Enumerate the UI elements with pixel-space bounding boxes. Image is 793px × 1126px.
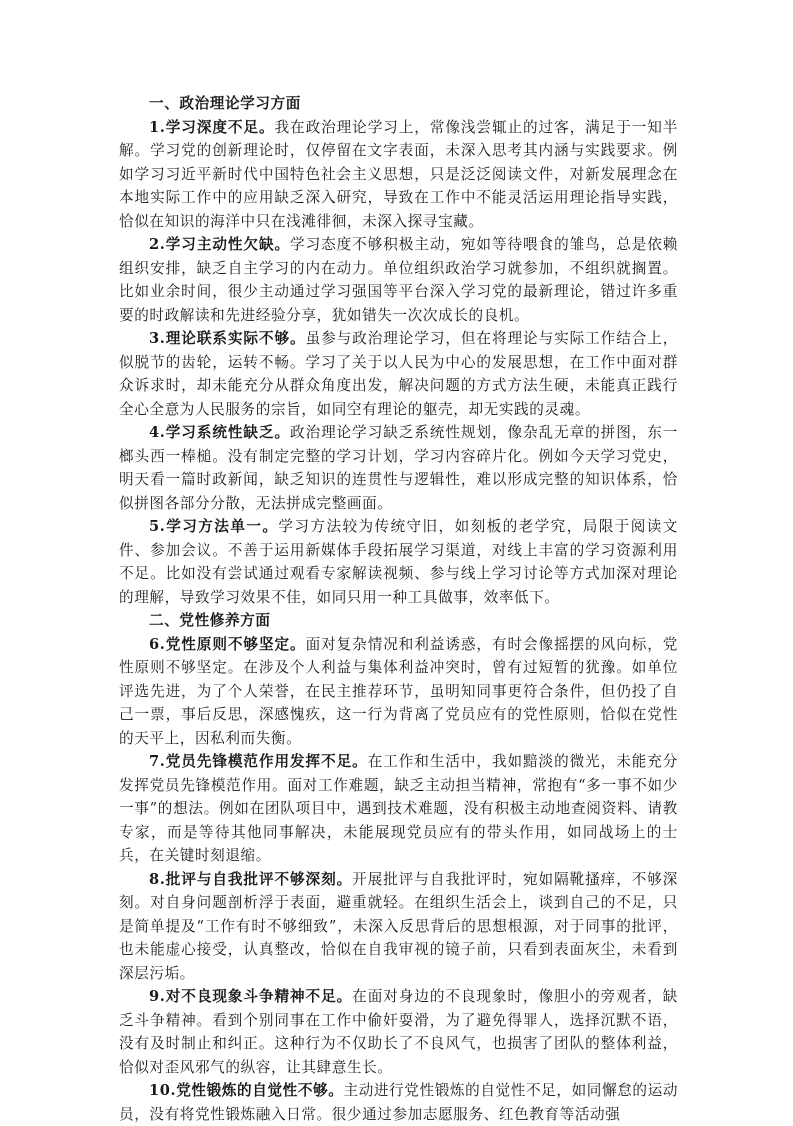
item-text: 学习方法较为传统守旧，如刻板的老学究，局限于阅读文件、参加会议。不善于运用新媒体手段拓展学习渠道，对线上丰富的学习资源利用不足。比如没有尝试通过观看专家解读视频、参与线上学习讨论等方式加深对理论的理解，导致学习效果不佳，如同只用一种工具做事，效率低下。: [119, 518, 678, 606]
list-item: [119, 750, 678, 868]
list-item: [119, 985, 678, 1079]
list-item: [119, 116, 678, 234]
list-item: [119, 421, 678, 515]
list-item: [119, 633, 678, 751]
item-text: 我在政治理论学习上，常像浅尝辄止的过客，满足于一知半解。学习党的创新理论时，仅停留在文字表面，未深入思考其内涵与实践要求。例如学习习近平新时代中国特色社会主义思想，只是泛泛阅读文件，对新发展理念在本地实际工作中的应用缺乏深入研究，导致在工作中不能灵活运用理论指导实践，恰似在知识的海洋中只在浅滩徘徊，未深入探寻宝藏。: [119, 118, 678, 230]
list-item: [119, 1079, 678, 1126]
item-text: 政治理论学习缺乏系统性规划，像杂乱无章的拼图，东一榔头西一棒槌。没有制定完整的学习计划，学习内容碎片化。例如今天学习党史，明天看一篇时政新闻，缺乏知识的连贯性与逻辑性，难以形成完整的知识体系，恰似拼图各部分分散，无法拼成完整画面。: [119, 424, 678, 512]
list-item: [119, 233, 678, 327]
item-lead: 4.学习系统性缺乏。: [149, 424, 291, 441]
item-text: 主动进行党性锻炼的自觉性不足，如同懈怠的运动员，没有将党性锻炼融入日常。很少通过参加志愿服务、红色教育等活动强: [119, 1082, 679, 1123]
item-lead: 3.理论联系实际不够。: [149, 330, 306, 347]
item-text: 在面对身边的不良现象时，像胆小的旁观者，缺乏斗争精神。看到个别同事在工作中偷奸耍滑，为了避免得罪人，选择沉默不语，没有及时制止和纠正。这种行为不仅助长了不良风气，也损害了团队的整体利益，恰似对歪风邪气的纵容，让其肆意生长。: [119, 988, 678, 1076]
item-lead: 7.党员先锋模范作用发挥不足。: [149, 753, 368, 770]
item-text: 虽参与政治理论学习，但在将理论与实际工作结合上，似脱节的齿轮，运转不畅。学习了关于以人民为中心的发展思想，在工作中面对群众诉求时，却未能充分从群众角度出发，解决问题的方式方法生硬，未能真正践行全心全意为人民服务的宗旨，如同空有理论的躯壳，却无实践的灵魂。: [119, 330, 678, 418]
item-text: 面对复杂情况和利益诱惑，有时会像摇摆的风向标，党性原则不够坚定。在涉及个人利益与集体利益冲突时，曾有过短暂的犹豫。如单位评选先进，为了个人荣誉，在民主推荐环节，虽明知同事更符合条件，但仍投了自己一票，事后反思，深感愧疚，这一行为背离了党员应有的党性原则，恰似在党性的天平上，因私利而失衡。: [119, 635, 678, 747]
item-text: 学习态度不够积极主动，宛如等待喂食的雏鸟，总是依赖组织安排，缺乏自主学习的内在动力。单位组织政治学习就参加，不组织就搁置。比如业余时间，很少主动通过学习强国等平台深入学习党的最新理论，错过许多重要的时政解读和先进经验分享，犹如错失一次次成长的良机。: [119, 236, 678, 324]
list-item: [119, 327, 678, 421]
item-lead: 2.学习主动性欠缺。: [149, 236, 291, 253]
section-heading: 二、党性修养方面: [149, 612, 271, 629]
item-lead: 1.学习深度不足。: [149, 118, 275, 136]
item-lead: 8.批评与自我批评不够深刻。: [149, 870, 353, 888]
item-lead: 10.党性锻炼的自觉性不够。: [149, 1082, 344, 1099]
item-lead: 6.党性原则不够坚定。: [149, 635, 306, 653]
item-text: 在工作和生活中，我如黯淡的微光，未能充分发挥党员先锋模范作用。面对工作难题，缺乏主动担当精神，常抱有“多一事不如少一事”的想法。例如在团队项目中，遇到技术难题，没有积极主动地查阅资料、请教专家，而是等待其他同事解决，未能展现党员应有的带头作用，如同战场上的士兵，在关键时刻退缩。: [119, 753, 678, 864]
item-text: 开展批评与自我批评时，宛如隔靴搔痒，不够深刻。对自身问题剖析浮于表面，避重就轻。在组织生活会上，谈到自己的不足，只是简单提及“工作有时不够细致”，未深入反思背后的思想根源，对于同事的批评，也未能虚心接受，认真整改，恰似在自我审视的镜子前，只看到表面灰尘，未看到深层污垢。: [119, 870, 678, 982]
list-item: [119, 515, 678, 609]
section-party-spirit: [119, 609, 678, 1126]
list-item: [119, 868, 678, 986]
section-political-theory: [119, 92, 678, 609]
item-lead: 9.对不良现象斗争精神不足。: [149, 988, 353, 1005]
section-heading: 一、政治理论学习方面: [149, 95, 301, 112]
item-lead: 5.学习方法单一。: [149, 518, 279, 535]
